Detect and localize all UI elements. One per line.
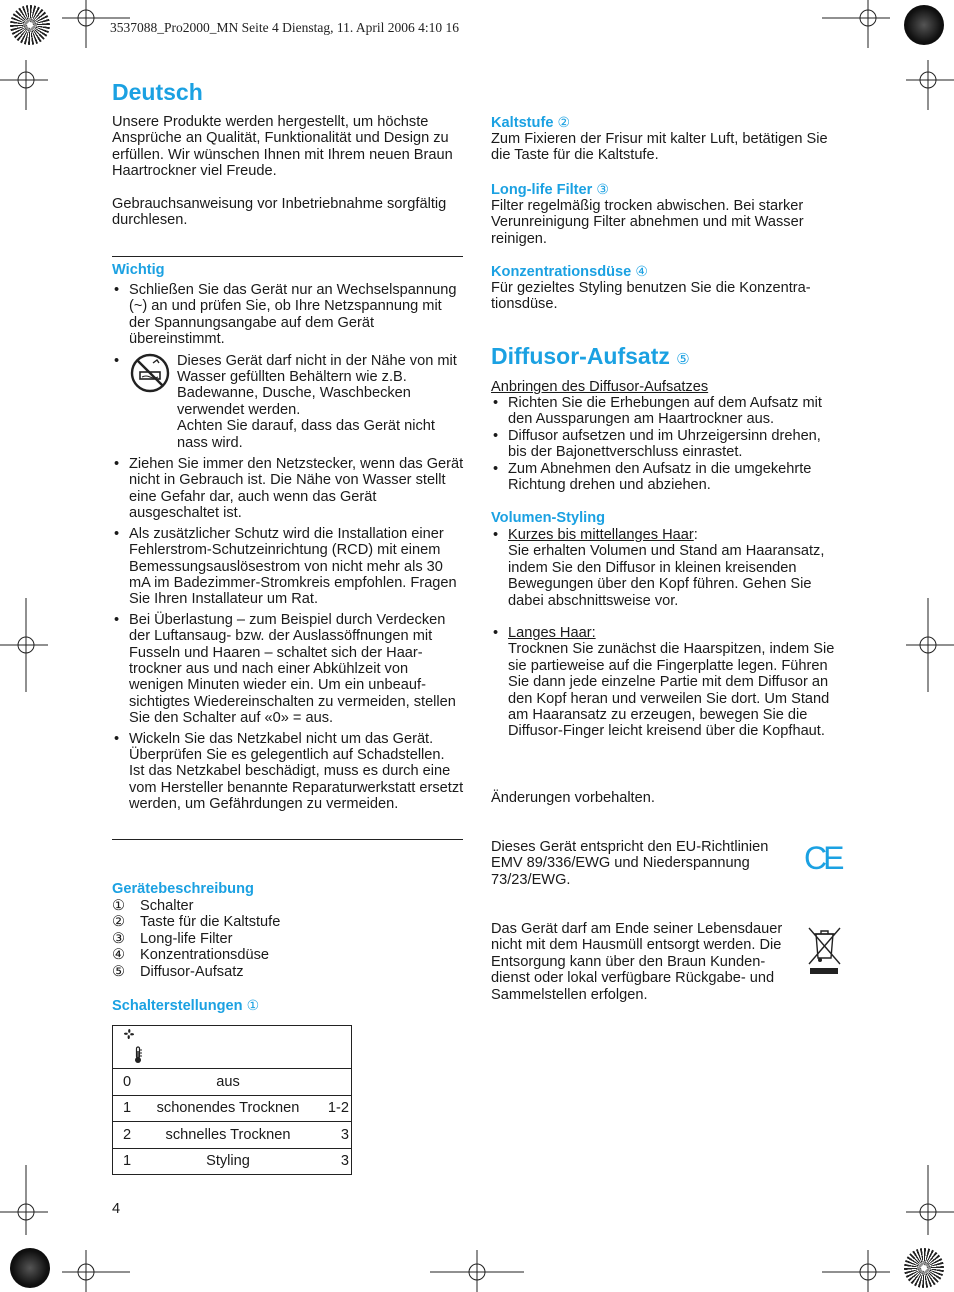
list-item: • Kurzes bis mittellanges Haar: Sie erhalten Volumen und Stand am Haaransatz, indem Sie den Diffusor in kleinen kreisenden Bewegungen über den Kopf führen. Gehen Sie dabei abschnittsweise vor.	[491, 527, 843, 609]
warning-text: Achten Sie darauf, dass das Gerät nicht nass wird.	[177, 418, 435, 451]
list-item	[491, 625, 843, 740]
volumen-list	[491, 527, 843, 740]
table-header-row	[113, 1026, 352, 1069]
intro-instruction: Gebrauchsanweisung vor Inbetriebnahme sorgfältig durchlesen.	[112, 196, 447, 229]
lang-label: • Langes Haar:	[508, 625, 596, 642]
eu-conformity-text: Dieses Gerät entspricht den EU-Richtlinien EMV 89/336/EWG und Niederspannung 73/23/EWG.	[491, 839, 769, 888]
divider	[112, 839, 463, 840]
list-item: • Diffusor aufsetzen und im Uhrzeigersinn drehen, bis der Bajonettverschluss einrastet.	[491, 428, 843, 461]
ce-mark-icon: CE	[804, 840, 841, 876]
konzentrationsduese-text: Für gezieltes Styling benutzen Sie die Konzentrationsdüse.	[491, 280, 811, 313]
list-item: ⑤ Diffusor-Aufsatz	[112, 963, 244, 980]
warning-text: • Dieses Gerät darf nicht in der Nähe von mit Wasser gefüllten Behältern wie z.B. Badewanne, Dusche, Waschbecken verwendet werden.	[177, 352, 457, 418]
list-item: ④ Konzentrationsdüse	[112, 947, 269, 964]
no-water-warning-icon	[129, 353, 171, 393]
anbringen-heading: Anbringen des Diffusor-Aufsatzes	[491, 379, 709, 395]
fan-icon	[121, 1026, 137, 1042]
section-heading-volumen: Volumen-Styling	[491, 510, 606, 526]
table-row: 1 Styling 3	[113, 1148, 352, 1175]
wichtig-list	[112, 282, 464, 813]
filter-text: Filter regelmäßig trocken abwischen. Bei starker Verunreinigung Filter abnehmen und mit Wasser reinigen.	[491, 198, 804, 247]
list-item: ① Schalter	[112, 898, 194, 914]
list-item: • Schließen Sie das Gerät nur an Wechselspannung (~) an und prüfen Sie, ob Ihre Netzspannung mit der Spannungsangabe auf dem Gerät übereinstimmt.	[112, 282, 464, 348]
kurz-text: Sie erhalten Volumen und Stand am Haaransatz, indem Sie den Diffusor in kleinen kreisenden Bewegungen über den Kopf führen. Gehen Sie dabei abschnittsweise vor.	[508, 543, 825, 609]
print-header: 3537088_Pro2000_MN Seite 4 Dienstag, 11. April 2006 4:10 16	[110, 20, 459, 35]
switch-positions-table	[112, 1025, 352, 1175]
changes-note: Änderungen vorbehalten.	[491, 790, 655, 806]
section-title-diffusor: Diffusor-Aufsatz ⑤	[491, 343, 690, 369]
list-item: • Wickeln Sie das Netzkabel nicht um das Gerät. Überprüfen Sie es gelegentlich auf Schadstellen. Ist das Netzkabel beschädigt, muss es durch eine vom Hersteller benannte Reparaturwerkstatt ersetzt werden, um Gefährdungen zu vermeiden.	[112, 731, 464, 813]
list-item: • Als zusätzlicher Schutz wird die Installation einer Fehlerstrom-Schutzeinrichtung (RCD) mit einem Bemessungsauslösestrom von nicht mehr als 30 mA im Badezimmer-Stromkreis empfohlen. Fragen Sie Ihren Installateur um Rat.	[112, 526, 464, 608]
list-item: ③ Long-life Filter	[112, 930, 233, 947]
table-row: 2 schnelles Trocknen 3	[113, 1122, 352, 1149]
kaltstufe-text: Zum Fixieren der Frisur mit kalter Luft, betätigen Sie die Taste für die Kaltstufe.	[491, 131, 828, 164]
divider	[112, 256, 463, 257]
intro-paragraph: Unsere Produkte werden hergestellt, um höchste Ansprüche an Qualität, Funktionalität und Design zu erfüllen. Wir wünschen Ihnen mit Ihrem neuen Braun Haartrockner viel Freude.	[112, 114, 453, 180]
section-heading-wichtig: Wichtig	[112, 262, 165, 278]
section-heading-filter: Long-life Filter ③	[491, 181, 609, 198]
list-item: • Bei Überlastung – zum Beispiel durch Verdecken der Luftansaug- bzw. der Auslassöffnungen mit Fusseln und Haaren – schaltet sich der Haartrockner aus und nach einer Abkühlzeit von wenigen Minuten wieder ein. Um ein unbeaufsichtigtes Wiedereinschalten zu vermeiden, stellen Sie den Schalter auf «0» = aus.	[112, 612, 464, 727]
page-title: Deutsch	[112, 79, 203, 105]
list-item	[112, 353, 464, 451]
list-item: • Richten Sie die Erhebungen auf dem Aufsatz mit den Aussparungen am Haartrockner aus.	[491, 395, 843, 428]
table-row: 1 schonendes Trocknen 1-2	[113, 1095, 352, 1122]
thermometer-icon	[133, 1046, 143, 1064]
section-heading-geraetebeschreibung: Gerätebeschreibung	[112, 881, 254, 897]
table-row: 0 aus	[113, 1069, 352, 1096]
section-heading-kaltstufe: Kaltstufe ②	[491, 114, 571, 131]
section-heading-schalterstellungen: Schalterstellungen ①	[112, 997, 260, 1014]
list-item: • Zum Abnehmen den Aufsatz in die umgekehrte Richtung drehen und abziehen.	[491, 461, 843, 494]
parts-list	[112, 898, 464, 980]
page-number: 4	[112, 1201, 121, 1217]
disposal-text: Das Gerät darf am Ende seiner Lebensdauer nicht mit dem Hausmüll entsorgt werden. Die Entsorgung kann über den Braun Kundendienst oder lokal verfügbare Rückgabe- und Sammelstellen erfolgen.	[491, 921, 783, 1003]
section-heading-konzentrationsduese: Konzentrationsdüse ④	[491, 263, 648, 280]
lang-text: Trocknen Sie zunächst die Haarspitzen, indem Sie sie partieweise auf die Fingerplatte legen. Führen Sie dann jede einzelne Partie mit dem Diffusor an den Kopf heran und verweilen Sie dort. Um Stand am Haaransatz zu erzeugen, bewegen Sie die Diffusor-Finger leicht kreisend über die Kopfhaut.	[508, 641, 835, 740]
anbringen-list	[491, 395, 843, 493]
weee-crossed-bin-icon	[806, 924, 842, 976]
kurz-label: Kurzes bis mittellanges Haar	[508, 527, 694, 543]
list-item: ② Taste für die Kaltstufe	[112, 914, 281, 931]
list-item: • Ziehen Sie immer den Netzstecker, wenn das Gerät nicht in Gebrauch ist. Die Nähe von Wasser stellt eine Gefahr dar, auch wenn das Gerät ausgeschaltet ist.	[112, 456, 464, 522]
